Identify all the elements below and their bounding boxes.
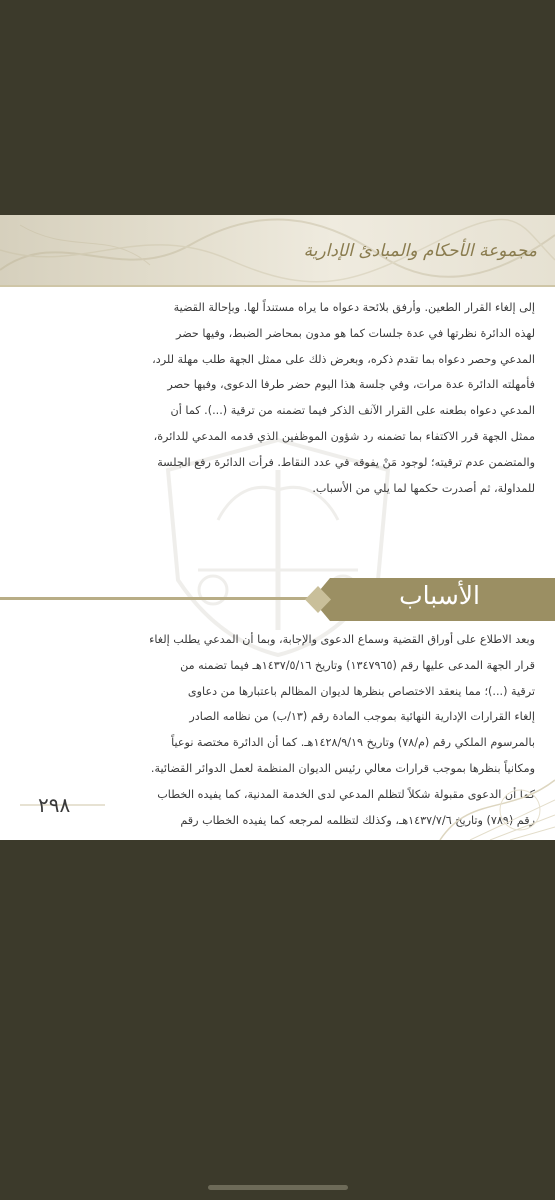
- text-line: كما أن الدعوى مقبولة شكلاً لتظلم المدعي لدى الخدمة المدنية، كما يفيده الخطاب: [157, 787, 535, 801]
- paragraph-facts: [20, 295, 535, 501]
- section-title: الأسباب: [399, 581, 480, 610]
- status-bar: [0, 0, 555, 30]
- header-divider: [0, 285, 555, 287]
- text-line: المدعي دعواه بطعنه على القرار الآنف الذكر فيما تضمنه من ترقية (...). كما أن: [170, 404, 535, 418]
- document-page: [0, 215, 555, 840]
- page-header: [0, 215, 555, 285]
- text-line: لهذه الدائرة نظرتها في عدة جلسات كما هو مدون بمحاضر الضبط، وفيها حضر: [176, 326, 535, 340]
- page-number: ٢٩٨: [38, 793, 71, 817]
- text-line: المدعي وحصر دعواه بما تقدم ذكره، وبعرض ذلك على ممثل الجهة طلب مهلة للرد،: [152, 352, 535, 366]
- text-line: ومكانياً بنظرها بموجب قرارات معالي رئيس الديوان المنظمة لعمل الدوائر القضائية.: [150, 761, 535, 775]
- text-line: فأمهلته الدائرة عدة مرات، وفي جلسة هذا اليوم حضر طرفا الدعوى، وفيها حصر: [167, 378, 535, 392]
- text-line: للمداولة، ثم أصدرت حكمها لما يلي من الأسباب.: [312, 481, 535, 495]
- text-line: ترقية (...)؛ مما ينعقد الاختصاص بنظرها لديوان المظالم باعتبارها من دعاوى: [187, 684, 535, 698]
- text-line: ممثل الجهة قرر الاكتفاء بما تضمنه رد شؤون الموظفين الذي قدمه المدعي للدائرة،: [153, 429, 535, 443]
- text-line: بالمرسوم الملكي رقم (م/٧٨) وتاريخ ١٤٢٨/٩/١٩هـ. كما أن الدائرة مختصة نوعياً: [171, 736, 535, 750]
- home-indicator[interactable]: [208, 1185, 348, 1190]
- footer-ornament-icon: [0, 775, 555, 840]
- text-line: إلى إلغاء القرار الطعين. وأرفق بلائحة دعواه ما يراه مستنداً لها. وبإحالة القضية: [173, 301, 535, 314]
- viewer-background: [0, 840, 555, 1200]
- text-line: وبعد الاطلاع على أوراق القضية وسماع الدعوى والإجابة، وبما أن المدعي يطلب إلغاء: [149, 633, 535, 646]
- text-line: إلغاء القرارات الإدارية النهائية بموجب المادة رقم (١٣/ب) من نظامه الصادر: [189, 710, 535, 724]
- text-line: قرار الجهة المدعى عليها رقم (١٣٤٧٩٦٥) وتاريخ ١٤٣٧/٥/١٦هـ فيما تضمنه من: [180, 658, 535, 672]
- text-line: والمتضمن عدم ترقيته؛ لوجود مَنْ يفوقه في عدد النقاط. فرأت الدائرة رفع الجلسة: [157, 455, 535, 469]
- header-title: مجموعة الأحكام والمبادئ الإدارية: [303, 241, 537, 261]
- text-line: رقم (٧٨٩) وتاريخ ١٤٣٧/٧/٦هـ، وكذلك لتظلمه لمرجعه كما يفيده الخطاب رقم: [180, 813, 535, 827]
